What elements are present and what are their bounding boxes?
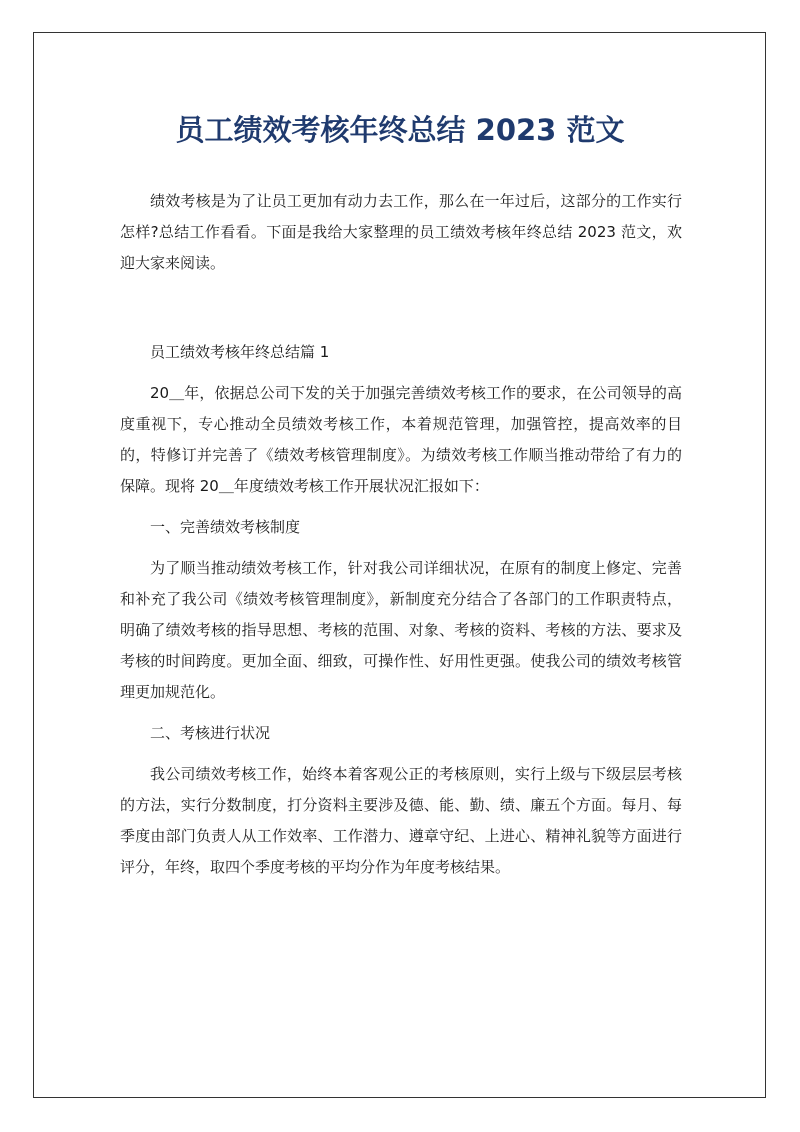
paragraph-section-2: 我公司绩效考核工作，始终本着客观公正的考核原则，实行上级与下级层层考核的方法，实行分数制度，打分资料主要涉及德、能、勤、绩、廉五个方面。每月、每季度由部门负责人从工作效率、工作潜力、遵章守纪、上进心、精神礼貌等方面进行评分，年终，取四个季度考核的平均分作为年度考核结果。 bbox=[120, 765, 682, 876]
document-body bbox=[120, 186, 682, 883]
article-heading: 员工绩效考核年终总结篇 1 bbox=[150, 343, 330, 361]
section-heading-1: 一、完善绩效考核制度 bbox=[150, 518, 301, 536]
document-title: 员工绩效考核年终总结 2023 范文 bbox=[175, 113, 625, 147]
paragraph-overview: 20＿年，依据总公司下发的关于加强完善绩效考核工作的要求，在公司领导的高度重视下，专心推动全员绩效考核工作，本着规范管理，加强管控，提高效率的目的，特修订并完善了《绩效考核管理制度》。为绩效考核工作顺当推动带给了有力的保障。现将 20＿年度绩效考核工作开展状况汇报如下： bbox=[120, 384, 682, 495]
section-heading-2: 二、考核进行状况 bbox=[150, 724, 271, 742]
intro-paragraph: 绩效考核是为了让员工更加有动力去工作，那么在一年过后，这部分的工作实行怎样?总结工作看看。下面是我给大家整理的员工绩效考核年终总结 2023 范文，欢迎大家来阅读。 bbox=[120, 192, 682, 272]
paragraph-section-1: 为了顺当推动绩效考核工作，针对我公司详细状况，在原有的制度上修定、完善和补充了我公司《绩效考核管理制度》，新制度充分结合了各部门的工作职责特点，明确了绩效考核的指导思想、考核的范围、对象、考核的资料、考核的方法、要求及考核的时间跨度。更加全面、细致，可操作性、好用性更强。使我公司的绩效考核管理更加规范化。 bbox=[120, 559, 682, 701]
